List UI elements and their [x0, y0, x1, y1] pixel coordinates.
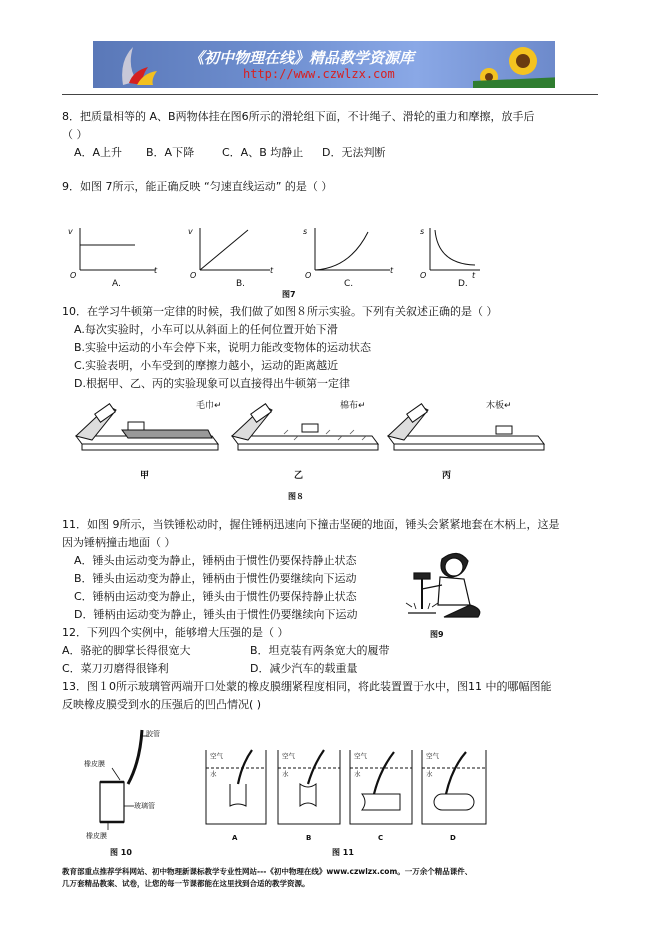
fig10-caption: 图 10: [110, 848, 132, 857]
beaker-d-water: 水: [426, 770, 433, 778]
label-tube: 玻璃管: [134, 802, 155, 810]
panel-name-jia: 甲: [140, 471, 150, 481]
graph-d-xlabel: t: [472, 271, 476, 280]
panel-name-bing: 丙: [442, 471, 452, 481]
graph-b-origin: O: [190, 271, 197, 280]
q8-stem: 8．把质量相等的 A、B两物体挂在图6所示的滑轮组下面，不计绳子、滑轮的重力和摩擦，放手后: [62, 110, 535, 123]
fig7-graphs: [60, 218, 480, 288]
beaker-d: [422, 750, 486, 824]
header-divider: [62, 94, 598, 95]
beaker-c-letter: C: [378, 834, 384, 842]
q10-option-c: C.实验表明，小车受到的摩擦力越小，运动的距离越近: [74, 359, 339, 372]
beaker-d-air: 空气: [426, 752, 439, 760]
label-film-bottom: 橡皮膜: [86, 832, 107, 840]
beaker-a-air: 空气: [210, 752, 223, 760]
beaker-a-letter: A: [232, 834, 238, 842]
fig9-caption: 图9: [430, 630, 444, 639]
q8-option-c: C．A、B 均静止: [222, 146, 304, 159]
fig11-illustration: [204, 744, 494, 844]
label-film-top: 橡皮膜: [84, 760, 105, 768]
graph-d-curve: [435, 230, 475, 265]
q8-paren: （ ）: [62, 128, 88, 141]
graph-b-curve: [200, 230, 248, 270]
graph-d-ylabel: s: [420, 227, 425, 236]
label-cotton: 棉布↵: [340, 401, 366, 411]
graph-a-letter: A.: [112, 279, 121, 288]
label-towel: 毛巾↵: [196, 401, 222, 411]
graph-b-xlabel: t: [270, 266, 274, 275]
sunflower-icon: [473, 47, 555, 88]
fig7-caption: 图7: [282, 290, 296, 299]
q13-stem-line2: 反映橡皮膜受到水的压强后的凹凸情况( ): [62, 698, 262, 711]
label-wood: 木板↵: [486, 401, 512, 411]
beaker-b: [278, 750, 340, 824]
q10-option-d: D.根据甲、乙、丙的实验现象可以直接得出牛顿第一定律: [74, 377, 350, 390]
graph-c-xlabel: t: [390, 266, 394, 275]
q12-option-b: B．坦克装有两条宽大的履带: [250, 644, 390, 657]
label-hose: 胶管: [146, 730, 160, 738]
q10-stem: 10．在学习牛顿第一定律的时候，我们做了如图８所示实验。下列有关叙述正确的是（ ）: [62, 305, 498, 318]
q12-stem: 12．下列四个实例中，能够增大压强的是（ ）: [62, 626, 289, 639]
q13-stem-line1: 13．图１0所示玻璃管两端开口处蒙的橡皮膜绷紧程度相同，将此装置置于水中，图11 中的哪幅图能: [62, 680, 552, 693]
page-footer: [62, 866, 472, 890]
q8-option-d: D．无法判断: [322, 146, 386, 159]
glass-tube: [100, 782, 124, 822]
q10-option-b: B.实验中运动的小车会停下来，说明力能改变物体的运动状态: [74, 341, 372, 354]
beaker-c-air: 空气: [354, 752, 367, 760]
graph-a-origin: O: [70, 271, 77, 280]
fig8-panel-bing: [388, 404, 544, 450]
graph-c-letter: C.: [344, 279, 354, 288]
graph-d-origin: O: [420, 271, 427, 280]
beaker-b-letter: B: [306, 834, 312, 842]
banner-url: http://www.czwlzx.com: [243, 67, 395, 81]
footer-line1: 教育部重点推荐学科网站、初中物理新课标教学专业性网站---《初中物理在线》www.czwlzx.com。一万余个精品课件、: [62, 867, 473, 876]
footer-line2: 几万套精品教案、试卷，让您的每一节课都能在这里找到合适的教学资源。: [62, 879, 310, 888]
graph-c-curve: [315, 232, 368, 270]
fig9-illustration: [398, 543, 486, 621]
graph-a-ylabel: v: [68, 227, 73, 236]
q8-option-b: B．A下降: [146, 146, 195, 159]
fig11-caption: 图 11: [332, 848, 354, 857]
fig8-illustration: [72, 396, 552, 484]
rubber-hose: [128, 730, 142, 784]
beaker-c: [350, 750, 412, 824]
banner-title: 《初中物理在线》精品教学资源库: [189, 49, 415, 67]
q9-stem: 9．如图 7所示，能正确反映 “匀速直线运动” 的是（ ）: [62, 180, 333, 193]
graph-c-origin: O: [305, 271, 312, 280]
q10-option-a: A.每次实验时，小车可以从斜面上的任何位置开始下滑: [74, 323, 338, 336]
beaker-b-air: 空气: [282, 752, 295, 760]
q11-stem-line2: 因为锤柄撞击地面（ ）: [62, 536, 176, 549]
q11-option-b: B．锤头由运动变为静止，锤柄由于惯性仍要继续向下运动: [74, 572, 357, 585]
beaker-a-water: 水: [210, 770, 217, 778]
q12-option-a: A．骆驼的脚掌长得很宽大: [62, 644, 191, 657]
graph-a-xlabel: t: [154, 266, 158, 275]
graph-d-letter: D.: [458, 279, 468, 288]
graph-b-ylabel: v: [188, 227, 193, 236]
header-banner: [93, 41, 555, 88]
panel-name-yi: 乙: [294, 471, 304, 481]
q8-option-a: A．A上升: [74, 146, 123, 159]
beaker-d-letter: D: [450, 834, 456, 842]
fig10-illustration: [84, 722, 174, 846]
q11-stem-line1: 11．如图 9所示，当铁锤松动时，握住锤柄迅速向下撞击坚硬的地面，锤头会紧紧地套在木柄上，这是: [62, 518, 560, 531]
q11-option-c: C．锤柄由运动变为静止，锤头由于惯性仍要保持静止状态: [74, 590, 357, 603]
q12-option-c: C．菜刀刃磨得很锋利: [62, 662, 169, 675]
beaker-b-water: 水: [282, 770, 289, 778]
beaker-a: [206, 750, 266, 824]
graph-b-letter: B.: [236, 279, 246, 288]
fig8-caption: 图８: [288, 492, 304, 501]
q11-option-d: D．锤柄由运动变为静止，锤头由于惯性仍要继续向下运动: [74, 608, 358, 621]
graph-c-ylabel: s: [303, 227, 308, 236]
q11-option-a: A．锤头由运动变为静止，锤柄由于惯性仍要保持静止状态: [74, 554, 357, 567]
towel-surface: [122, 430, 212, 438]
beaker-c-water: 水: [354, 770, 361, 778]
hammer-head: [414, 573, 430, 579]
q12-option-d: D．减少汽车的载重量: [250, 662, 358, 675]
